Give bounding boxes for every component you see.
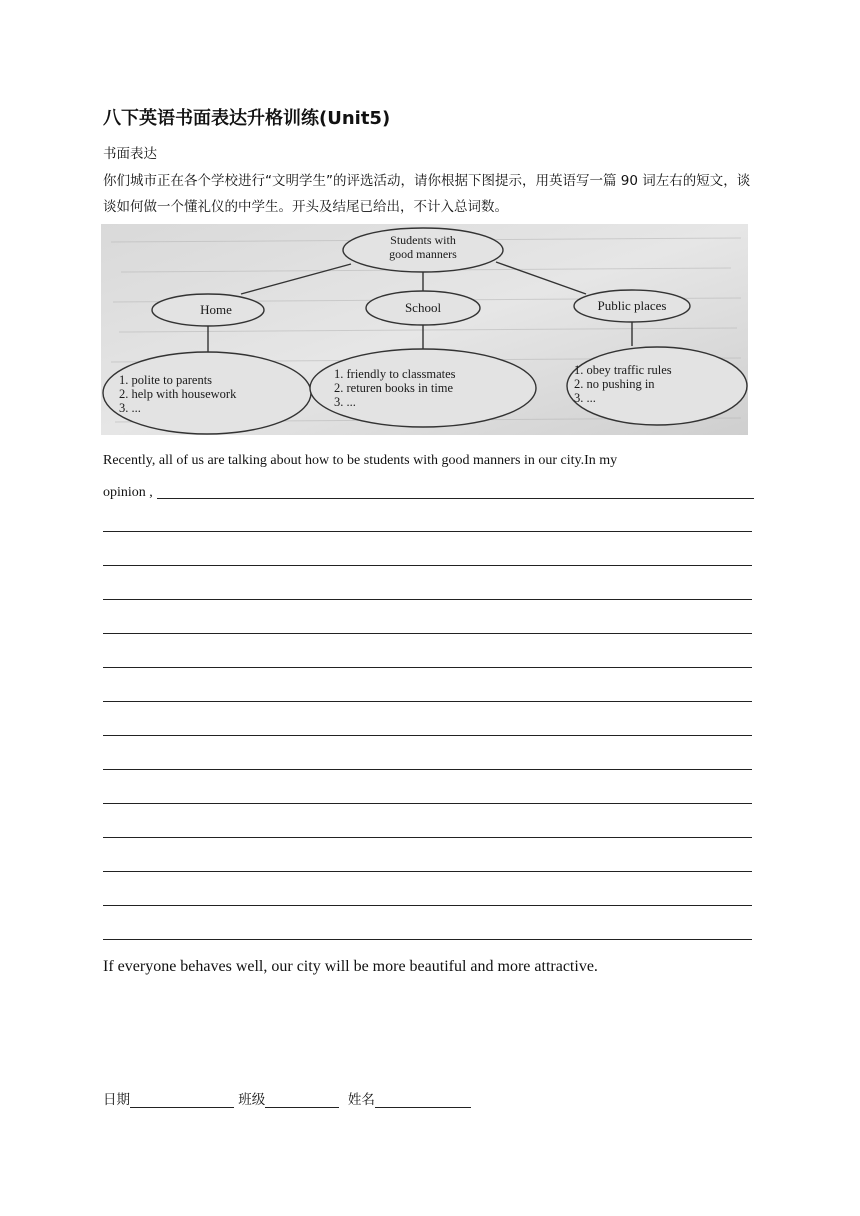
home-item-1: 1. polite to parents bbox=[119, 373, 213, 387]
public-item-3: 3. ... bbox=[574, 391, 596, 405]
answer-line[interactable] bbox=[103, 667, 752, 668]
answer-line[interactable] bbox=[157, 498, 754, 499]
answer-line[interactable] bbox=[103, 803, 752, 804]
class-blank[interactable] bbox=[265, 1093, 339, 1108]
school-item-2: 2. returen books in time bbox=[334, 381, 454, 395]
section-label: 书面表达 bbox=[103, 146, 157, 162]
student-info-footer bbox=[103, 1088, 471, 1108]
branch-label-school: School bbox=[404, 300, 442, 315]
school-item-3: 3. ... bbox=[334, 395, 356, 409]
answer-line[interactable] bbox=[103, 769, 752, 770]
home-item-3: 3. ... bbox=[119, 401, 141, 415]
home-item-2: 2. help with housework bbox=[119, 387, 237, 401]
worksheet-title: 八下英语书面表达升格训练(Unit5) bbox=[103, 108, 391, 129]
answer-line[interactable] bbox=[103, 599, 752, 600]
answer-line[interactable] bbox=[103, 871, 752, 872]
answer-line[interactable] bbox=[103, 701, 752, 702]
branch-label-home: Home bbox=[200, 302, 232, 317]
root-line2: good manners bbox=[389, 247, 457, 261]
opening-sentence-line2: opinion , bbox=[103, 485, 153, 500]
name-label: 姓名 bbox=[347, 1092, 375, 1108]
answer-line[interactable] bbox=[103, 939, 752, 940]
name-blank[interactable] bbox=[375, 1093, 471, 1108]
answer-line[interactable] bbox=[103, 531, 752, 532]
date-blank[interactable] bbox=[130, 1093, 234, 1108]
public-item-1: 1. obey traffic rules bbox=[574, 363, 672, 377]
answer-line[interactable] bbox=[103, 633, 752, 634]
closing-sentence: If everyone behaves well, our city will be more beautiful and more attractive. bbox=[103, 958, 598, 975]
answer-line[interactable] bbox=[103, 837, 752, 838]
answer-line[interactable] bbox=[103, 735, 752, 736]
date-label: 日期 bbox=[103, 1092, 130, 1108]
root-line1: Students with bbox=[390, 233, 456, 247]
mindmap-figure bbox=[101, 224, 748, 435]
school-item-1: 1. friendly to classmates bbox=[334, 367, 456, 381]
public-item-2: 2. no pushing in bbox=[574, 377, 655, 391]
instructions: 你们城市正在各个学校进行“文明学生”的评选活动，请你根据下图提示，用英语写一篇 90 词左右的短文，谈谈如何做一个懂礼仪的中学生。开头及结尾已给出，不计入总词数。 bbox=[103, 173, 751, 215]
opening-sentence-line1: Recently, all of us are talking about how to be students with good manners in our city.In my bbox=[103, 453, 618, 468]
class-label: 班级 bbox=[238, 1092, 266, 1108]
answer-line[interactable] bbox=[103, 905, 752, 906]
answer-line[interactable] bbox=[103, 565, 752, 566]
branch-label-public: Public places bbox=[597, 298, 667, 313]
